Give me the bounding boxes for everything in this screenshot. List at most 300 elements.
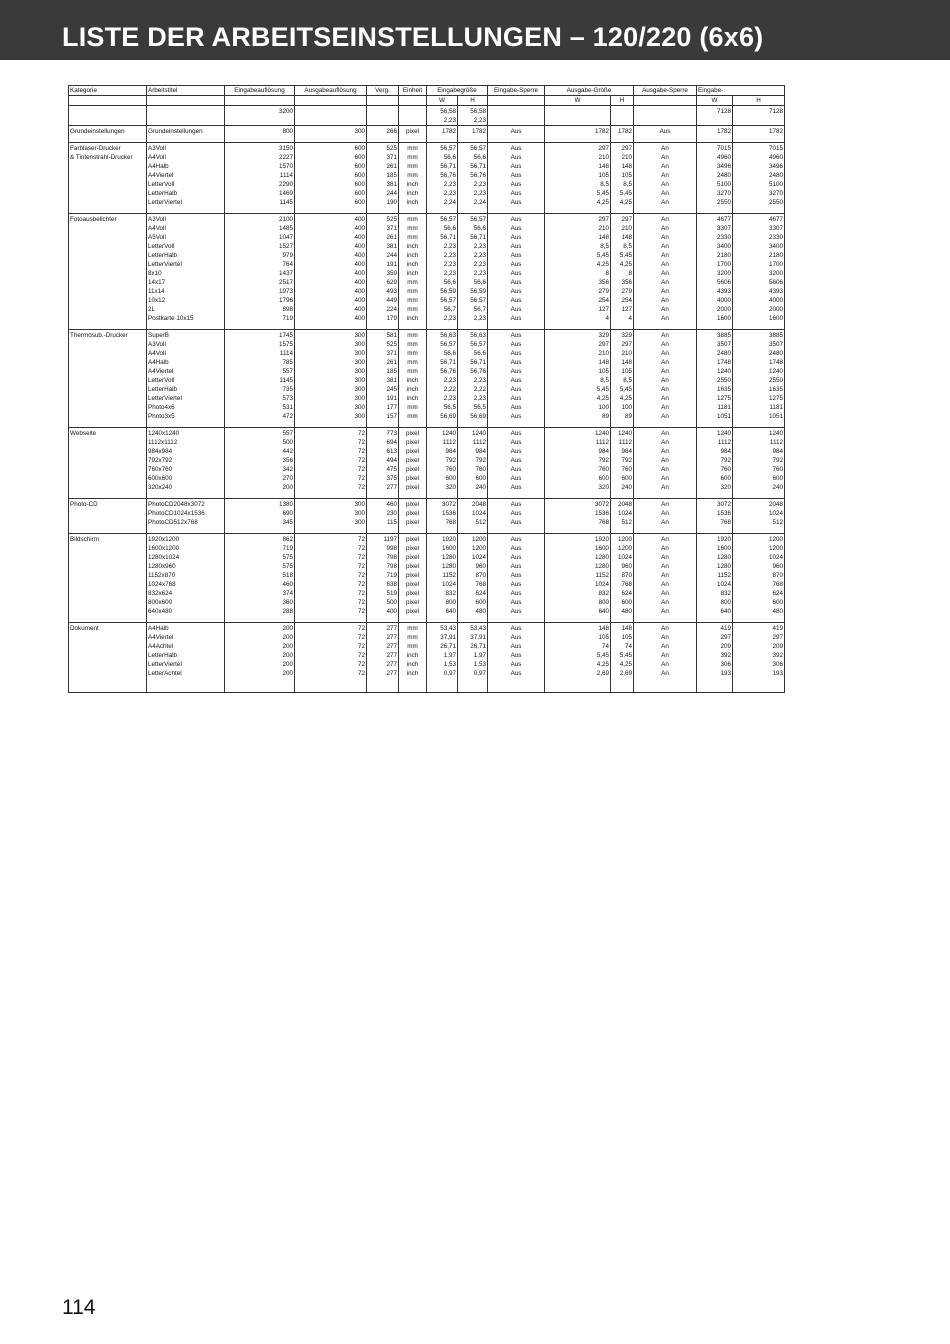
cell-eingabe-out-w: 2550 xyxy=(697,376,733,385)
cell-verg: 191 xyxy=(367,260,399,269)
cell-eingabeaufloesung: 719 xyxy=(225,314,295,323)
cell-ausgabe-w: 89 xyxy=(545,412,611,421)
cell-ausgabeaufloesung: 72 xyxy=(295,438,367,447)
cell-einheit: inch xyxy=(399,269,427,278)
cell-eingabeaufloesung: 785 xyxy=(225,358,295,367)
cell-arbeitstitel: 600x600 xyxy=(147,474,225,483)
cell-ausgabe-h: 480 xyxy=(611,607,634,616)
cell-eingabe-out-h: 3885 xyxy=(733,330,785,341)
cell-eingabeaufloesung: 1796 xyxy=(225,296,295,305)
cell-kategorie xyxy=(69,598,147,607)
subheader-w: W xyxy=(545,96,611,106)
cell-arbeitstitel: A3Voll xyxy=(147,143,225,154)
cell-arbeitstitel: 320x240 xyxy=(147,483,225,492)
spacer-cell xyxy=(488,678,545,693)
col-kategorie: Kategorie xyxy=(69,86,147,96)
cell-ausgabe-sperre: An xyxy=(634,438,697,447)
cell-eingabeaufloesung: 735 xyxy=(225,385,295,394)
cell-eingabe-out-h: 2000 xyxy=(733,305,785,314)
cell-arbeitstitel: SuperB xyxy=(147,330,225,341)
cell-ausgabeaufloesung: 300 xyxy=(295,340,367,349)
cell-eingabe-out-w: 640 xyxy=(697,607,733,616)
cell-ausgabe-h: 5,45 xyxy=(611,651,634,660)
cell-ausgabe-w: 1920 xyxy=(545,534,611,545)
cell-kategorie xyxy=(69,198,147,207)
cell-kategorie xyxy=(69,376,147,385)
cell-ausgabe-sperre: An xyxy=(634,598,697,607)
cell-ausgabeaufloesung: 72 xyxy=(295,580,367,589)
cell-einheit: mm xyxy=(399,296,427,305)
cell-eingabe-sperre: Aus xyxy=(488,499,545,510)
cell-eingabe-sperre: Aus xyxy=(488,394,545,403)
cell-eingabe-h: 2,23 xyxy=(458,394,488,403)
cell-eingabe-w: 56,71 xyxy=(427,358,458,367)
cell-ausgabe-h: 2,69 xyxy=(611,669,634,678)
cell-eingabe-h: 1,97 xyxy=(458,651,488,660)
cell-eingabe-w: 56,59 xyxy=(427,287,458,296)
cell-verg: 277 xyxy=(367,651,399,660)
cell-arbeitstitel: 1280x960 xyxy=(147,562,225,571)
cell-eingabe-sperre: Aus xyxy=(488,669,545,678)
cell-ausgabe-sperre: An xyxy=(634,553,697,562)
cell-ausgabeaufloesung: 600 xyxy=(295,162,367,171)
cell-ausgabe-h: 8 xyxy=(611,269,634,278)
cell-verg: 525 xyxy=(367,214,399,225)
cell-eingabe-w: 2,23 xyxy=(427,180,458,189)
cell-ausgabe-h: 148 xyxy=(611,162,634,171)
cell-eingabe-out-w: 1782 xyxy=(697,126,733,137)
subheader-h: H xyxy=(733,96,785,106)
cell-eingabe-h: 37,91 xyxy=(458,633,488,642)
cell-einheit: mm xyxy=(399,224,427,233)
cell-arbeitstitel: A4Halb xyxy=(147,162,225,171)
table-row xyxy=(69,623,785,634)
table-row xyxy=(69,412,785,421)
cell-arbeitstitel: PhotoCD512x768 xyxy=(147,518,225,527)
cell-kategorie xyxy=(69,589,147,598)
cell-einheit: pixel xyxy=(399,483,427,492)
cell-arbeitstitel: 832x624 xyxy=(147,589,225,598)
cell-kategorie xyxy=(69,607,147,616)
cell-eingabe-w: 2,23 xyxy=(427,376,458,385)
cell-verg: 525 xyxy=(367,340,399,349)
cell-arbeitstitel: A4Achtel xyxy=(147,642,225,651)
cell-eingabe-sperre: Aus xyxy=(488,534,545,545)
cell-eingabe-sperre: Aus xyxy=(488,278,545,287)
cell-arbeitstitel: PhotoCD2048x3072 xyxy=(147,499,225,510)
cell-eingabe-w: 26,71 xyxy=(427,642,458,651)
cell-einheit: inch xyxy=(399,394,427,403)
cell-eingabe-w: 37,91 xyxy=(427,633,458,642)
cell-verg: 375 xyxy=(367,474,399,483)
cell-ausgabeaufloesung: 72 xyxy=(295,571,367,580)
cell-arbeitstitel: LetterHalb xyxy=(147,189,225,198)
cell-ausgabe-h: 600 xyxy=(611,598,634,607)
table-row xyxy=(69,287,785,296)
cell-eingabe-h: 56,71 xyxy=(458,162,488,171)
cell-eingabe-h: 984 xyxy=(458,447,488,456)
cell-ausgabeaufloesung: 400 xyxy=(295,287,367,296)
cell-kategorie xyxy=(69,305,147,314)
cell-verg: 277 xyxy=(367,633,399,642)
cell-ausgabeaufloesung: 300 xyxy=(295,349,367,358)
cell-ausgabe-w: 297 xyxy=(545,340,611,349)
cell-arbeitstitel: 11x14 xyxy=(147,287,225,296)
col-arbeitstitel: Arbeitstitel xyxy=(147,86,225,96)
cell-eingabe-w: 56,76 xyxy=(427,171,458,180)
cell-ausgabeaufloesung: 300 xyxy=(295,385,367,394)
cell-eingabe-sperre: Aus xyxy=(488,483,545,492)
cell-eingabeaufloesung: 200 xyxy=(225,633,295,642)
cell-verg: 494 xyxy=(367,456,399,465)
cell-ausgabe-sperre: An xyxy=(634,385,697,394)
cell-kategorie xyxy=(69,171,147,180)
table-row xyxy=(69,571,785,580)
table-row xyxy=(69,305,785,314)
table-row xyxy=(69,607,785,616)
cell-arbeitstitel: LetterViertel xyxy=(147,198,225,207)
cell-ausgabe-w: 1280 xyxy=(545,553,611,562)
cell-ausgabe-h: 148 xyxy=(611,623,634,634)
cell-eingabeaufloesung: 898 xyxy=(225,305,295,314)
cell-arbeitstitel: A5Voll xyxy=(147,233,225,242)
spacer-cell xyxy=(634,678,697,693)
cell-eingabe-sperre: Aus xyxy=(488,598,545,607)
cell-einheit: mm xyxy=(399,214,427,225)
cell-arbeitstitel: A3Voll xyxy=(147,214,225,225)
settings-table xyxy=(68,85,785,693)
spacer-cell xyxy=(458,678,488,693)
cell-eingabe-out-w: 419 xyxy=(697,623,733,634)
cell-ausgabe-h: 4,25 xyxy=(611,394,634,403)
cell-ausgabeaufloesung: 400 xyxy=(295,269,367,278)
cell-ausgabe-h: 100 xyxy=(611,403,634,412)
table-row xyxy=(69,598,785,607)
table-body xyxy=(69,126,785,693)
table-row xyxy=(69,367,785,376)
cell-verg: 179 xyxy=(367,314,399,323)
table-row xyxy=(69,534,785,545)
cell-eingabe-out-w: 306 xyxy=(697,660,733,669)
cell-verg: 359 xyxy=(367,269,399,278)
cell-ausgabeaufloesung: 300 xyxy=(295,518,367,527)
cell-kategorie xyxy=(69,642,147,651)
cell-eingabe-w: 1,97 xyxy=(427,651,458,660)
cell-ausgabe-h: 105 xyxy=(611,633,634,642)
cell-ausgabe-w: 148 xyxy=(545,623,611,634)
cell-eingabe-w: 2,23 xyxy=(427,269,458,278)
cell-ausgabeaufloesung: 72 xyxy=(295,483,367,492)
cell-ausgabe-w: 4,25 xyxy=(545,260,611,269)
cell-ausgabeaufloesung: 72 xyxy=(295,544,367,553)
cell-eingabe-sperre: Aus xyxy=(488,260,545,269)
cell-arbeitstitel: 984x984 xyxy=(147,447,225,456)
cell-ausgabe-h: 4,25 xyxy=(611,660,634,669)
spacer-cell xyxy=(611,678,634,693)
table-row xyxy=(69,233,785,242)
cell-eingabe-sperre: Aus xyxy=(488,180,545,189)
cell-einheit: pixel xyxy=(399,562,427,571)
cell-ausgabe-h: 870 xyxy=(611,571,634,580)
cell-einheit: inch xyxy=(399,385,427,394)
spacer-cell xyxy=(733,678,785,693)
cell-ausgabeaufloesung: 300 xyxy=(295,394,367,403)
preamble-row xyxy=(69,116,785,126)
cell-ausgabeaufloesung: 400 xyxy=(295,305,367,314)
col-verg: Verg. xyxy=(367,86,399,96)
cell-ausgabeaufloesung: 300 xyxy=(295,126,367,137)
cell-ausgabe-h: 8,5 xyxy=(611,242,634,251)
cell-eingabe-sperre: Aus xyxy=(488,385,545,394)
cell-eingabe-out-w: 3307 xyxy=(697,224,733,233)
cell-eingabe-out-w: 1240 xyxy=(697,428,733,439)
cell-eingabeaufloesung: 719 xyxy=(225,544,295,553)
cell-eingabe-out-h: 1700 xyxy=(733,260,785,269)
cell-ausgabeaufloesung: 600 xyxy=(295,198,367,207)
cell-ausgabe-h: 960 xyxy=(611,562,634,571)
cell-verg: 157 xyxy=(367,412,399,421)
cell-einheit: mm xyxy=(399,171,427,180)
cell-eingabe-out-h: 3200 xyxy=(733,269,785,278)
cell-eingabe-out-h: 3400 xyxy=(733,242,785,251)
cell-ausgabe-sperre: An xyxy=(634,456,697,465)
cell-ausgabe-sperre: An xyxy=(634,474,697,483)
table-row xyxy=(69,349,785,358)
cell-eingabe-out-h: 1024 xyxy=(733,509,785,518)
cell-eingabe-out-w: 984 xyxy=(697,447,733,456)
cell-eingabe-w: 984 xyxy=(427,447,458,456)
cell-ausgabe-w: 3072 xyxy=(545,499,611,510)
cell-ausgabe-sperre: An xyxy=(634,330,697,341)
cell-ausgabe-h: 148 xyxy=(611,358,634,367)
cell-eingabe-sperre: Aus xyxy=(488,198,545,207)
cell-verg: 371 xyxy=(367,153,399,162)
cell-eingabe-h: 56,5 xyxy=(458,403,488,412)
cell-eingabe-out-w: 3885 xyxy=(697,330,733,341)
cell-ausgabe-sperre: An xyxy=(634,428,697,439)
cell-eingabe-out-w: 3200 xyxy=(697,269,733,278)
cell-eingabe-sperre: Aus xyxy=(488,607,545,616)
cell-ausgabe-h: 210 xyxy=(611,349,634,358)
cell-eingabe-out-w: 760 xyxy=(697,465,733,474)
cell-eingabeaufloesung: 575 xyxy=(225,553,295,562)
table-row xyxy=(69,394,785,403)
cell-ausgabeaufloesung: 400 xyxy=(295,278,367,287)
cell-eingabe-w: 1112 xyxy=(427,438,458,447)
cell-ausgabe-h: 1200 xyxy=(611,534,634,545)
cell-eingabe-sperre: Aus xyxy=(488,447,545,456)
cell-kategorie xyxy=(69,438,147,447)
cell-eingabe-out-h: 4393 xyxy=(733,287,785,296)
cell-eingabe-h: 56,76 xyxy=(458,171,488,180)
cell-arbeitstitel: A4Halb xyxy=(147,623,225,634)
cell-einheit: inch xyxy=(399,260,427,269)
cell-eingabe-h: 760 xyxy=(458,465,488,474)
cell-ausgabe-h: 127 xyxy=(611,305,634,314)
cell-eingabe-out-h: 4960 xyxy=(733,153,785,162)
cell-ausgabeaufloesung: 400 xyxy=(295,314,367,323)
cell-ausgabeaufloesung: 400 xyxy=(295,224,367,233)
cell-ausgabe-w: 105 xyxy=(545,367,611,376)
cell-einheit: pixel xyxy=(399,465,427,474)
cell-eingabe-out-h: 5100 xyxy=(733,180,785,189)
cell-arbeitstitel: A4Viertel xyxy=(147,171,225,180)
cell-eingabe-out-w: 1536 xyxy=(697,509,733,518)
cell-eingabe-w: 1024 xyxy=(427,580,458,589)
cell-eingabeaufloesung: 1527 xyxy=(225,242,295,251)
cell-arbeitstitel: 1024x768 xyxy=(147,580,225,589)
cell-kategorie xyxy=(69,518,147,527)
cell-eingabe-w: 56,69 xyxy=(427,412,458,421)
cell-eingabeaufloesung: 2227 xyxy=(225,153,295,162)
cell-ausgabe-w: 5,45 xyxy=(545,251,611,260)
cell-eingabe-out-h: 984 xyxy=(733,447,785,456)
cell-eingabe-out-w: 792 xyxy=(697,456,733,465)
cell-einheit: pixel xyxy=(399,456,427,465)
cell-ausgabe-w: 800 xyxy=(545,598,611,607)
cell-kategorie xyxy=(69,180,147,189)
cell-einheit: inch xyxy=(399,669,427,678)
cell-kategorie xyxy=(69,162,147,171)
cell-eingabeaufloesung: 1570 xyxy=(225,162,295,171)
cell-einheit: pixel xyxy=(399,447,427,456)
cell-eingabe-sperre: Aus xyxy=(488,349,545,358)
cell-arbeitstitel: A4Viertel xyxy=(147,633,225,642)
cell-ausgabe-h: 210 xyxy=(611,224,634,233)
cell-eingabe-out-h: 2480 xyxy=(733,171,785,180)
cell-ausgabeaufloesung: 300 xyxy=(295,403,367,412)
table-row xyxy=(69,251,785,260)
table-row xyxy=(69,153,785,162)
cell-verg: 230 xyxy=(367,509,399,518)
table-row xyxy=(69,278,785,287)
cell-eingabe-w: 2,23 xyxy=(427,242,458,251)
cell-eingabe-h: 1024 xyxy=(458,509,488,518)
cell-eingabe-sperre: Aus xyxy=(488,651,545,660)
cell-eingabe-w: 56,71 xyxy=(427,162,458,171)
cell-eingabe-out-h: 1112 xyxy=(733,438,785,447)
cell-eingabe-w: 56,6 xyxy=(427,153,458,162)
cell-eingabeaufloesung: 1485 xyxy=(225,224,295,233)
cell-einheit: mm xyxy=(399,330,427,341)
cell-verg: 371 xyxy=(367,349,399,358)
cell-eingabe-h: 2,23 xyxy=(458,260,488,269)
cell-ausgabe-w: 148 xyxy=(545,358,611,367)
cell-verg: 277 xyxy=(367,623,399,634)
cell-kategorie xyxy=(69,412,147,421)
cell-eingabe-sperre: Aus xyxy=(488,358,545,367)
cell-eingabeaufloesung: 270 xyxy=(225,474,295,483)
cell-einheit: pixel xyxy=(399,607,427,616)
cell-ausgabe-h: 148 xyxy=(611,233,634,242)
cell-eingabe-out-w: 1700 xyxy=(697,260,733,269)
cell-eingabe-w: 56,6 xyxy=(427,278,458,287)
cell-ausgabeaufloesung: 72 xyxy=(295,651,367,660)
cell-einheit: pixel xyxy=(399,474,427,483)
cell-eingabe-out-w: 5606 xyxy=(697,278,733,287)
cell-ausgabe-h: 105 xyxy=(611,367,634,376)
cell-ausgabe-h: 1112 xyxy=(611,438,634,447)
cell-eingabe-sperre: Aus xyxy=(488,143,545,154)
cell-eingabe-w: 1600 xyxy=(427,544,458,553)
cell-einheit: pixel xyxy=(399,509,427,518)
table-row xyxy=(69,198,785,207)
cell-eingabe-sperre: Aus xyxy=(488,580,545,589)
cell-ausgabe-sperre: An xyxy=(634,367,697,376)
cell-verg: 773 xyxy=(367,428,399,439)
table-row xyxy=(69,242,785,251)
cell-eingabe-out-h: 1181 xyxy=(733,403,785,412)
cell-verg: 266 xyxy=(367,126,399,137)
cell-eingabe-sperre: Aus xyxy=(488,633,545,642)
cell-ausgabe-sperre: An xyxy=(634,233,697,242)
cell-ausgabe-w: 8,5 xyxy=(545,180,611,189)
cell-arbeitstitel: LetterHalb xyxy=(147,385,225,394)
cell-ausgabe-w: 297 xyxy=(545,143,611,154)
cell-verg: 185 xyxy=(367,171,399,180)
cell-einheit: inch xyxy=(399,180,427,189)
cell-eingabe-h: 56,57 xyxy=(458,296,488,305)
cell-eingabe-sperre: Aus xyxy=(488,509,545,518)
cell-eingabe-h: 56,7 xyxy=(458,305,488,314)
cell-eingabe-w: 1152 xyxy=(427,571,458,580)
cell-einheit: pixel xyxy=(399,553,427,562)
cell-eingabe-h: 56,57 xyxy=(458,143,488,154)
cell-eingabeaufloesung: 2517 xyxy=(225,278,295,287)
subheader-h: H xyxy=(458,96,488,106)
cell-eingabe-h: 56,6 xyxy=(458,224,488,233)
cell-ausgabe-sperre: An xyxy=(634,242,697,251)
cell-eingabe-out-h: 3496 xyxy=(733,162,785,171)
cell-ausgabe-sperre: An xyxy=(634,189,697,198)
table-row xyxy=(69,438,785,447)
cell-ausgabe-h: 297 xyxy=(611,214,634,225)
cell-eingabe-sperre: Aus xyxy=(488,251,545,260)
cell-eingabe-out-w: 1280 xyxy=(697,562,733,571)
spacer-cell xyxy=(147,678,225,693)
cell-eingabeaufloesung: 342 xyxy=(225,465,295,474)
cell-ausgabe-sperre: An xyxy=(634,633,697,642)
cell-einheit: mm xyxy=(399,162,427,171)
cell-ausgabe-w: 768 xyxy=(545,518,611,527)
cell-eingabe-w: 56,63 xyxy=(427,330,458,341)
subheader-h: H xyxy=(611,96,634,106)
cell-einheit: pixel xyxy=(399,571,427,580)
cell-arbeitstitel: LetterHalb xyxy=(147,651,225,660)
cell-ausgabe-h: 4 xyxy=(611,314,634,323)
cell-ausgabe-h: 768 xyxy=(611,580,634,589)
cell-eingabe-h: 2048 xyxy=(458,499,488,510)
cell-ausgabe-w: 1600 xyxy=(545,544,611,553)
table-row xyxy=(69,224,785,233)
cell-ausgabe-w: 4,25 xyxy=(545,660,611,669)
cell-ausgabe-w: 5,45 xyxy=(545,189,611,198)
table-row xyxy=(69,260,785,269)
cell-ausgabe-w: 105 xyxy=(545,171,611,180)
cell-eingabeaufloesung: 360 xyxy=(225,598,295,607)
cell-einheit: mm xyxy=(399,287,427,296)
cell-eingabe-out-w: 3072 xyxy=(697,499,733,510)
table-header-row xyxy=(69,86,785,96)
cell-ausgabeaufloesung: 72 xyxy=(295,669,367,678)
cell-eingabe-h: 792 xyxy=(458,456,488,465)
cell-ausgabeaufloesung: 600 xyxy=(295,189,367,198)
cell-eingabe-h: 240 xyxy=(458,483,488,492)
cell-eingabe-h: 56,59 xyxy=(458,287,488,296)
cell-verg: 519 xyxy=(367,589,399,598)
cell-kategorie: Fotoausbelichter xyxy=(69,214,147,225)
cell-eingabe-h: 2,23 xyxy=(458,251,488,260)
